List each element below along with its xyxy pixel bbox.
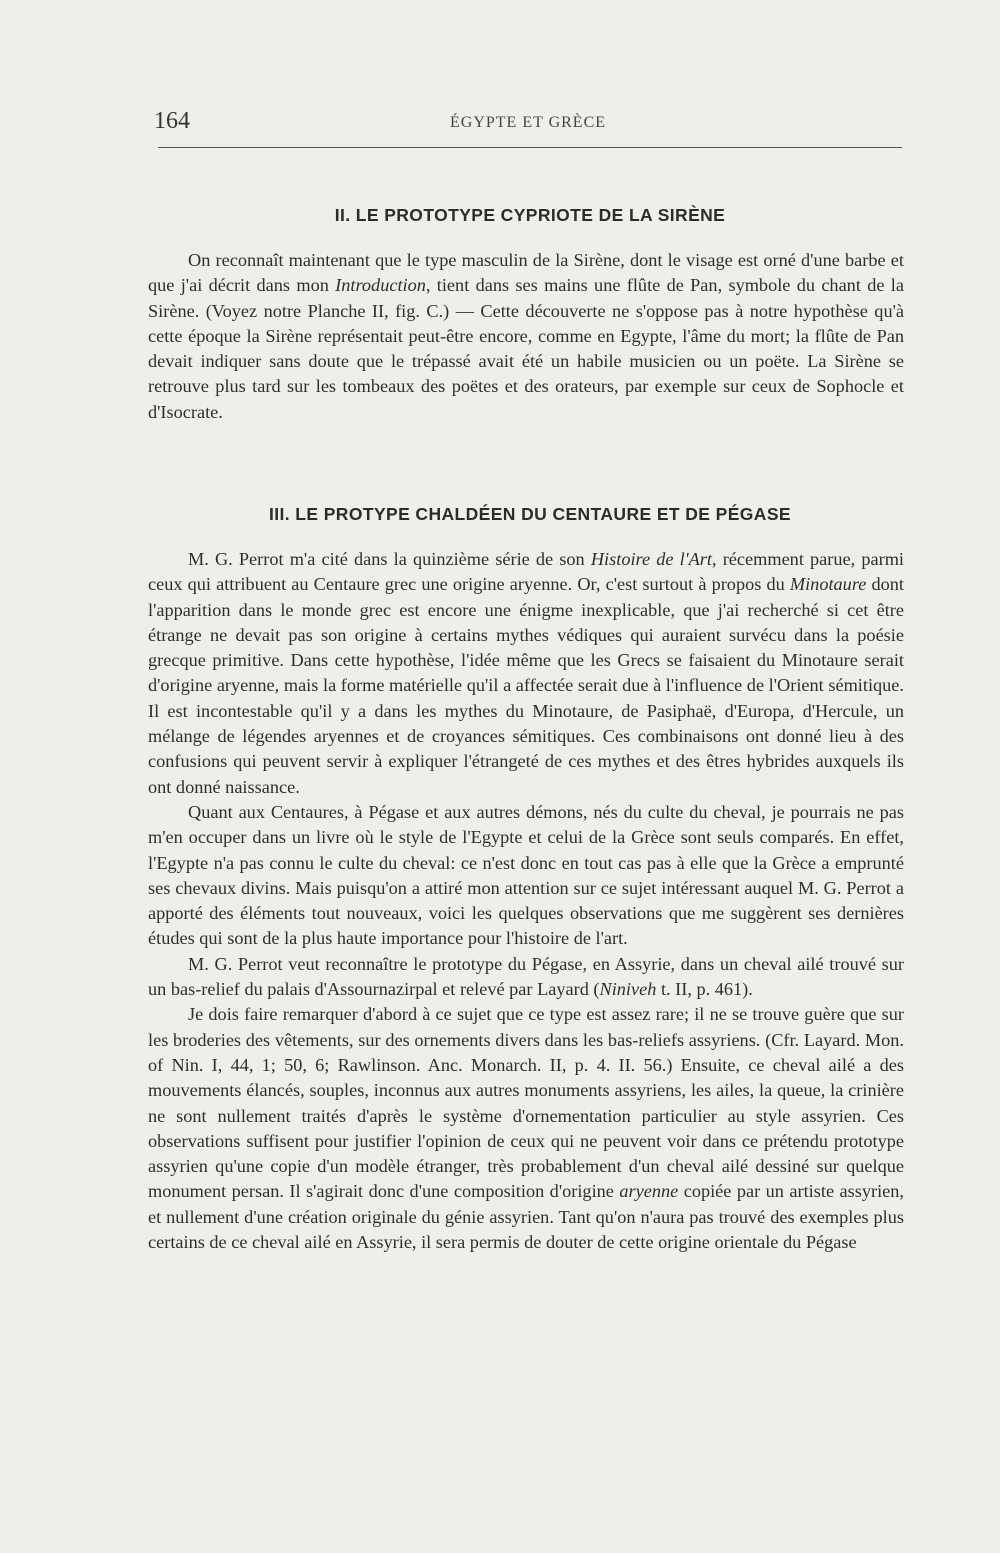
text-run: On reconnaît maintenant que le type masculin de la Sirène, dont le visage est orné d'une barbe et que j'ai décrit dans mon <box>148 250 904 296</box>
page-number: 164 <box>154 108 190 134</box>
text-run: dont l'apparition dans le monde grec est encore une énigme inexplicable, que j'ai recherché si cet être étrange ne devait pas son origine à certains mythes védiques qui auraient survécu dans la poésie grecque primitive. Dans cette hypothèse, l'idée même que les Grecs se faisaient du Minotaure serait d'origine aryenne, mais la forme matérielle qu'il a affectée serait due à l'influence de l'Orient sémitique. Il est incontestable qu'il y a dans les mythes du Minotaure, de Pasiphaë, d'Europa, d'Hercule, un mélange de légendes aryennes et de croyances sémitiques. Ces combinaisons ont donné lieu à des confusions qui peuvent servir à expliquer l'étrangeté de ces mythes et des êtres hybrides auxquels ils ont donné naissance. <box>148 574 905 797</box>
text-run: , tient dans ses mains une flûte de Pan, symbole du chant de la Sirène. (Voyez notre Planche II, fig. C.) — Cette découverte ne s'oppose pas à notre hypothèse qu'à cette époque la Sirène représentait peut-être encore, comme en Egypte, l'âme du mort; la flûte de Pan devait indiquer sans doute que le trépassé avait été un habile musicien ou un poëte. La Sirène se retrouve plus tard sur les tombeaux des poëtes et des orateurs, par exemple sur ceux de Sophocle et d'Isocrate. <box>148 275 904 422</box>
text-run: Je dois faire remarquer d'abord à ce sujet que ce type est assez rare; il ne se trouve guère que sur les broderies des vêtements, sur des ornements divers dans les bas-reliefs assyriens. (Cfr. Layard. Mon. of Nin. I, 44, 1; 50, 6; Rawlinson. Anc. Monarch. II, p. 4. II. 56.) Ensuite, ce cheval ailé a des mouvements élancés, souples, inconnus aux autres monuments assyriens, les ailes, la queue, la crinière ne sont nullement traités d'après le système d'ornementation particulier au style assyrien. Ces observations suffisent pour justifier l'opinion de ceux qui ne peuvent voir dans ce prétendu prototype assyrien qu'une copie d'un modèle étranger, très probablement d'un cheval ailé dessiné sur quelque monument persan. Il s'agirait donc d'une composition d'origine <box>148 1004 904 1202</box>
italic-text: aryenne <box>619 1181 679 1202</box>
italic-text: Niniveh <box>599 979 657 1000</box>
running-title: ÉGYPTE ET GRÈCE <box>449 114 607 131</box>
italic-text: Histoire de l'Art <box>590 549 712 569</box>
text-run: M. G. Perrot veut reconnaître le prototype du Pégase, en Assyrie, dans un cheval ailé trouvé sur un bas-relief du palais d'Assournazirpal et relevé par Layard ( <box>148 953 904 1000</box>
header-rule <box>158 147 902 148</box>
text-run: t. II, p. 461). <box>656 979 753 1000</box>
paragraph <box>148 952 904 1003</box>
section-body <box>148 248 904 425</box>
page-header <box>154 108 902 148</box>
section-heading: II. LE PROTOTYPE CYPRIOTE DE LA SIRÈNE <box>334 205 726 225</box>
text-run: M. G. Perrot m'a cité dans la quinzième série de son <box>188 549 591 569</box>
section-heading: III. LE PROTYPE CHALDÉEN DU CENTAURE ET DE PÉGASE <box>269 504 791 524</box>
paragraph <box>148 547 904 800</box>
paragraph <box>148 800 904 952</box>
paragraph <box>148 1002 904 1255</box>
text-run: , récemment parue, parmi ceux qui attribuent au Centaure grec une origine aryenne. Or, c'est surtout à propos du <box>148 549 904 595</box>
italic-text: Minotaure <box>789 574 867 595</box>
text-run: copiée par un artiste assyrien, et nullement d'une création originale du génie assyrien. Tant qu'on n'aura pas trouvé des exemples plus certains de ce cheval ailé en Assyrie, il sera permis de douter de cette origine orientale du Pégase <box>148 1181 904 1253</box>
text-run: Quant aux Centaures, à Pégase et aux autres démons, nés du culte du cheval, je pourrais ne pas m'en occuper dans un livre où le style de l'Egypte et celui de la Grèce sont seuls comparés. En effet, l'Egypte n'a pas connu le culte du cheval: ce n'est donc en tout cas pas à elle que la Grèce a emprunté ses chevaux divins. Mais puisqu'on a attiré mon attention sur ce sujet intéressant auquel M. G. Perrot a apporté des éléments tout nouveaux, voici les quelques observations que me suggèrent ses dernières études qui sont de la plus haute importance pour l'histoire de l'art. <box>148 801 904 949</box>
paragraph <box>148 248 904 425</box>
section-body <box>148 547 904 1255</box>
italic-text: Introduction <box>335 275 426 296</box>
